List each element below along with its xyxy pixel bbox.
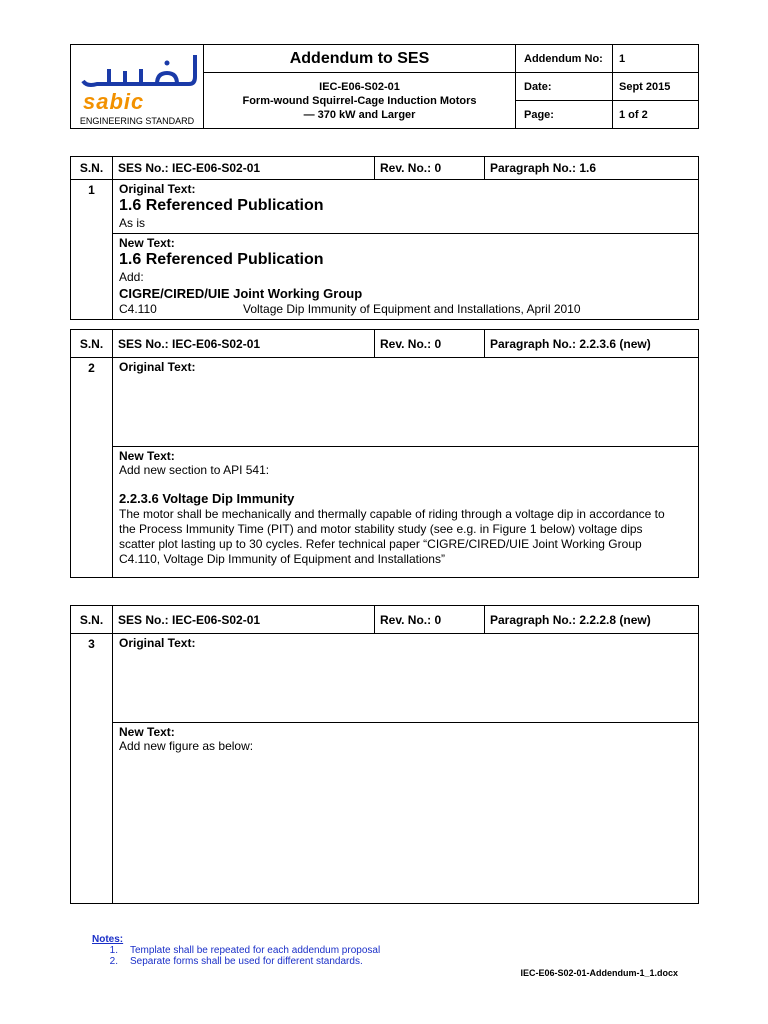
- original-text-cell: [113, 358, 699, 447]
- addendum-section-3: [70, 605, 699, 904]
- sn-value: 3: [71, 634, 113, 904]
- sabic-logo-text: sabic: [83, 89, 145, 114]
- original-body: As is: [119, 216, 146, 230]
- note-text: Separate forms shall be used for different standards.: [130, 956, 363, 967]
- reference-title: Voltage Dip Immunity of Equipment and Installations, April 2010: [243, 302, 581, 316]
- rev-no: Rev. No.: 0: [375, 157, 485, 180]
- new-intro: Add new figure as below:: [119, 739, 254, 753]
- new-text-cell: [113, 723, 699, 904]
- rev-no: Rev. No.: 0: [375, 330, 485, 358]
- page-value: 1 of 2: [613, 101, 699, 129]
- rev-no: Rev. No.: 0: [375, 606, 485, 634]
- ses-no: SES No.: IEC-E06-S02-01: [113, 330, 375, 358]
- doc-name-line-1: Form-wound Squirrel-Cage Induction Motors: [242, 94, 477, 107]
- new-text-cell: [113, 234, 699, 320]
- document-subtitle: [204, 73, 516, 129]
- engineering-standard-label: ENGINEERING STANDARD: [79, 116, 195, 126]
- sn-header: S.N.: [71, 606, 113, 634]
- page-label: Page:: [516, 101, 613, 129]
- new-add-label: Add:: [119, 270, 144, 284]
- original-text-label: Original Text:: [119, 360, 196, 374]
- new-intro: Add new section to API 541:: [119, 463, 270, 477]
- addendum-section-1: [70, 156, 699, 320]
- document-title: Addendum to SES: [204, 45, 516, 73]
- new-text-label: New Text:: [119, 449, 175, 463]
- original-text-cell: [113, 180, 699, 234]
- addendum-no-value: 1: [613, 45, 699, 73]
- reference-code: C4.110: [119, 302, 157, 316]
- note-number: 2.: [109, 956, 118, 967]
- sn-value: 1: [71, 180, 113, 320]
- logo-cell: [71, 45, 204, 129]
- doc-name-line-2: — 370 kW and Larger: [303, 108, 416, 121]
- date-value: Sept 2015: [613, 73, 699, 101]
- new-text-label: New Text:: [119, 725, 175, 739]
- new-heading: 1.6 Referenced Publication: [119, 251, 324, 268]
- original-heading: 1.6 Referenced Publication: [119, 197, 324, 214]
- sabic-arabic-logo-icon: [79, 51, 197, 89]
- footer-filename: IEC-E06-S02-01-Addendum-1_1.docx: [520, 968, 678, 978]
- new-text-label: New Text:: [119, 236, 175, 250]
- note-text: Template shall be repeated for each addendum proposal: [130, 945, 381, 956]
- original-text-cell: [113, 634, 699, 723]
- doc-code: IEC-E06-S02-01: [319, 80, 400, 93]
- original-text-label: Original Text:: [119, 182, 196, 196]
- sn-header: S.N.: [71, 330, 113, 358]
- sn-value: 2: [71, 358, 113, 578]
- new-heading: 2.2.3.6 Voltage Dip Immunity: [119, 491, 295, 506]
- original-text-label: Original Text:: [119, 636, 196, 650]
- header-table: [70, 44, 699, 129]
- paragraph-no: Paragraph No.: 2.2.3.6 (new): [485, 330, 699, 358]
- addendum-no-label: Addendum No:: [516, 45, 613, 73]
- notes-block: [92, 934, 380, 967]
- date-label: Date:: [516, 73, 613, 101]
- addendum-section-2: [70, 329, 699, 578]
- note-item: [92, 956, 380, 967]
- note-item: [92, 945, 380, 956]
- new-organization: CIGRE/CIRED/UIE Joint Working Group: [119, 286, 363, 301]
- new-text-cell: [113, 447, 699, 578]
- ses-no: SES No.: IEC-E06-S02-01: [113, 157, 375, 180]
- reference-row: [119, 302, 692, 317]
- new-body: The motor shall be mechanically and thermally capable of riding through a voltage dip in accordance to the Process Immunity Time (PIT) and motor stability study (see e.g. in Figure 1 below) voltage dips scatter plot lasting up to 30 cycles. Refer technical paper “CIGRE/CIRED/UIE Joint Working Group C4.110, Voltage Dip Immunity of Equipment and Installations”: [119, 507, 665, 566]
- ses-no: SES No.: IEC-E06-S02-01: [113, 606, 375, 634]
- note-number: 1.: [109, 945, 118, 956]
- paragraph-no: Paragraph No.: 1.6: [485, 157, 699, 180]
- paragraph-no: Paragraph No.: 2.2.2.8 (new): [485, 606, 699, 634]
- sn-header: S.N.: [71, 157, 113, 180]
- notes-title: Notes:: [92, 934, 124, 945]
